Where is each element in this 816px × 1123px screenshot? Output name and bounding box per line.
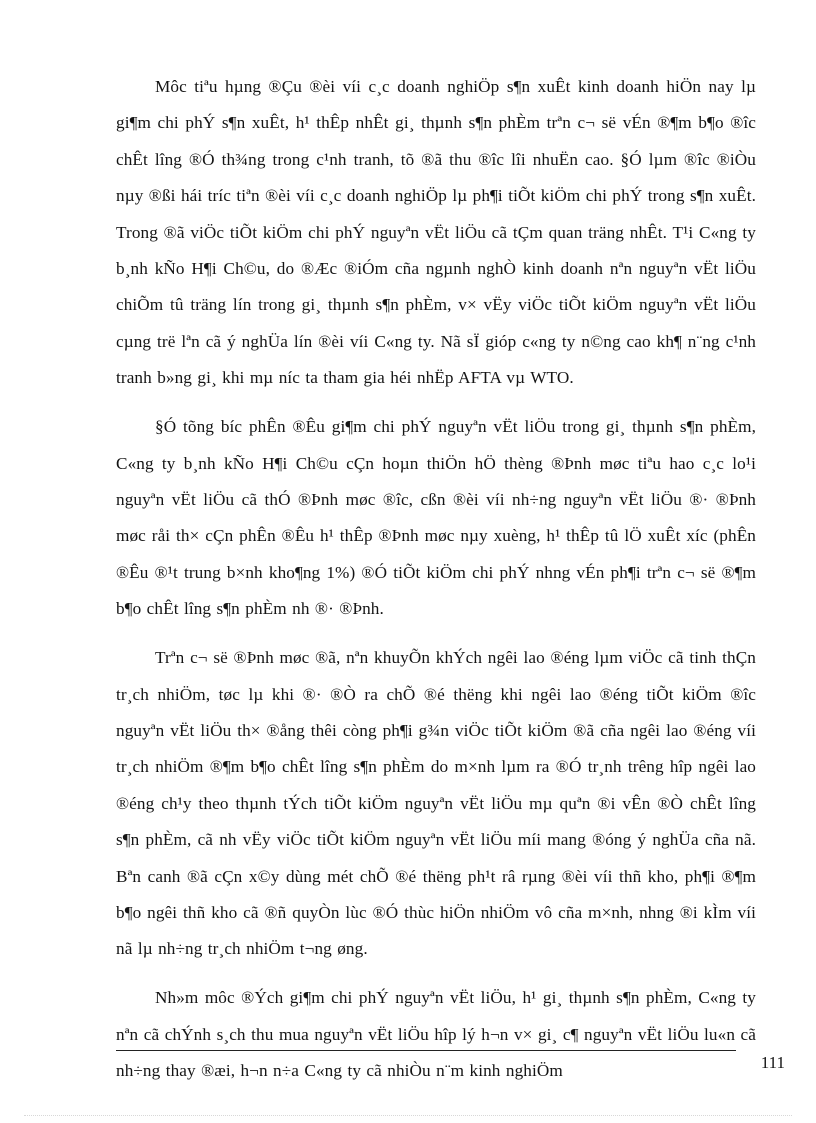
page-edge-divider xyxy=(24,1115,792,1116)
paragraph: Nh»m môc ®Ých gi¶m chi phÝ nguyªn vËt liÖu, h¹ gi¸ thµnh s¶n phÈm, C«ng ty nªn cã chÝnh s¸ch thu mua nguyªn vËt liÖu hîp lý h¬n v× gi¸ c¶ nguyªn vËt liÖu lu«n cã nh÷ng thay ®æi, h¬n n÷a C«ng ty cã nhiÒu n¨m kinh nghiÖm xyxy=(116,988,756,1081)
body-text xyxy=(116,69,756,1102)
page-number: 111 xyxy=(760,1053,785,1072)
paragraph: §Ó tõng bíc phÊn ®Êu gi¶m chi phÝ nguyªn vËt liÖu trong gi¸ thµnh s¶n phÈm, C«ng ty b¸nh kÑo H¶i Ch©u cÇn hoµn thiÖn hÖ thèng ®Þnh møc tiªu hao c¸c lo¹i nguyªn vËt liÖu cã thÓ ®Þnh møc ®îc, cßn ®èi víi nh÷ng nguyªn vËt liÖu ®· ®Þnh møc råi th× cÇn phÊn ®Êu h¹ thÊp ®Þnh møc nµy xuèng, h¹ thÊp tû lÖ xuÊt xíc (phÊn ®Êu ®¹t trung b×nh kho¶ng 1%) ®Ó tiÕt kiÖm chi phÝ nhng vÉn ph¶i trªn c¬ së ®¶m b¶o chÊt lîng s¶n phÈm nh ®· ®Þnh. xyxy=(116,417,756,619)
footer-rule xyxy=(116,1050,736,1051)
paragraph: Môc tiªu hµng ®Çu ®èi víi c¸c doanh nghiÖp s¶n xuÊt kinh doanh hiÖn nay lµ gi¶m chi phÝ s¶n xuÊt, h¹ thÊp nhÊt gi¸ thµnh s¶n phÈm trªn c¬ së vÉn ®¶m b¶o ®îc chÊt lîng ®Ó th¾ng trong c¹nh tranh, tõ ®ã thu ®îc lîi nhuËn cao. §Ó lµm ®îc ®iÒu nµy ®ßi hái tríc tiªn ®èi víi c¸c doanh nghiÖp lµ ph¶i tiÕt kiÖm chi phÝ trong s¶n xuÊt. Trong ®ã viÖc tiÕt kiÖm chi phÝ nguyªn vËt liÖu cã tÇm quan träng nhÊt. T¹i C«ng ty b¸nh kÑo H¶i Ch©u, do ®Æc ®iÓm cña ngµnh nghÒ kinh doanh nªn nguyªn vËt liÖu chiÕm tû träng lín trong gi¸ thµnh s¶n phÈm, v× vËy viÖc tiÕt kiÖm nguyªn vËt liÖu cµng trë lªn cã ý nghÜa lín ®èi víi C«ng ty. Nã sÏ gióp c«ng ty n©ng cao kh¶ n¨ng c¹nh tranh b»ng gi¸ khi mµ níc ta tham gia héi nhËp AFTA vµ WTO. xyxy=(116,77,756,388)
paragraph: Trªn c¬ së ®Þnh møc ®ã, nªn khuyÕn khÝch ngêi lao ®éng lµm viÖc cã tinh thÇn tr¸ch nhiÖm, tøc lµ khi ®· ®Ò ra chÕ ®é thëng khi ngêi lao ®éng tiÕt kiÖm ®îc nguyªn vËt liÖu th× ®ång thêi còng ph¶i g¾n viÖc tiÕt kiÖm ®ã cña ngêi lao ®éng víi tr¸ch nhiÖm ®¶m b¶o chÊt lîng s¶n phÈm do m×nh lµm ra ®Ó tr¸nh trêng hîp ngêi lao ®éng ch¹y theo thµnh tÝch tiÕt kiÖm nguyªn vËt liÖu mµ quªn ®i vÊn ®Ò chÊt lîng s¶n phÈm, cã nh vËy viÖc tiÕt kiÖm nguyªn vËt liÖu míi mang ®óng ý nghÜa cña nã. Bªn canh ®ã cÇn x©y dùng mét chÕ ®é thëng ph¹t râ rµng ®èi víi thñ kho, ph¶i ®¶m b¶o ngêi thñ kho cã ®ñ quyÒn lùc ®Ó thùc hiÖn nhiÖm vô cña m×nh, nhng ®i kÌm víi nã lµ nh÷ng tr¸ch nhiÖm t¬ng øng. xyxy=(116,648,756,959)
